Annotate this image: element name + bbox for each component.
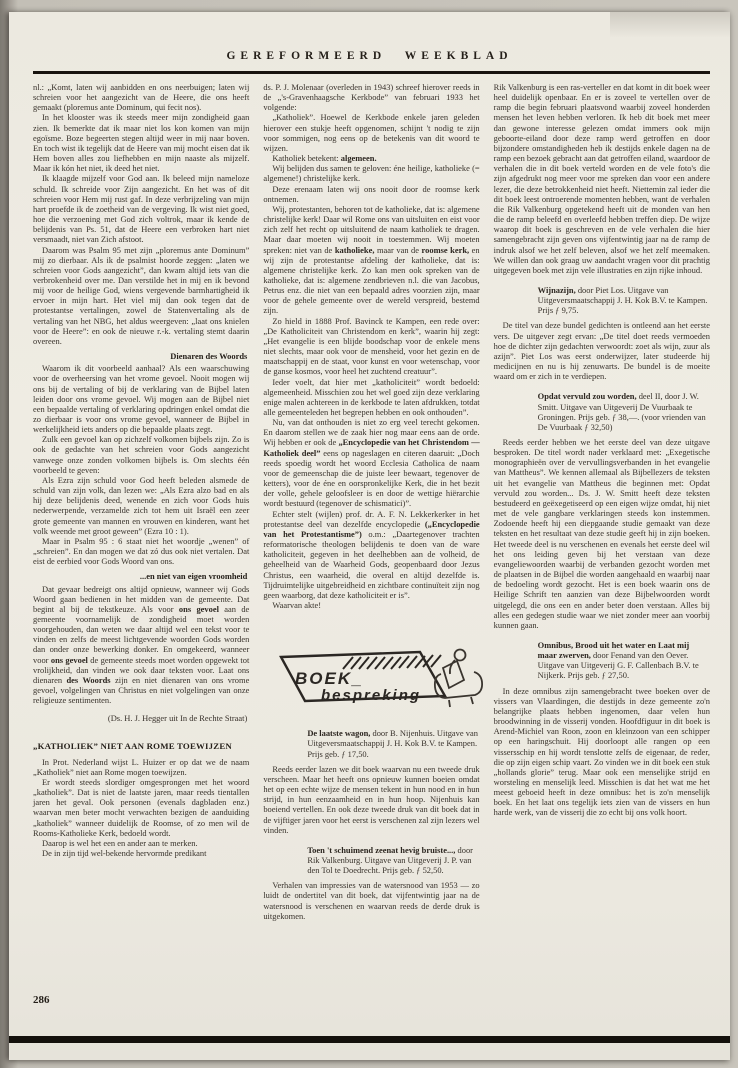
paragraph: In Prot. Nederland wijst L. Huizer er op dat we de naam „Katholiek” niet aan Rome mogen toewijzen. [33, 756, 250, 777]
column-2 [263, 82, 479, 921]
paragraph: Reeds eerder hebben we het eerste deel van deze uitgave besproken. De titel wordt nader verklaard met: „Exegetische monographieën over de vervullingsverbanden in het evangelie van Mattheus”. We kennen allemaal als Bijbellezers de teksten uit het evangelie van Mattheus die beginnen met: Opdat vervuld zou worden... Ds. J. W. Smitt heeft deze teksten bestudeerd en geëxegetiseerd op een eigen wijze omdat, hij niet met de vele gangbare verklaringen steeds kon instemmen. Zodoende heeft hij een diepgaande studie gemaakt van deze teksten en het resultaat van deze studie geeft hij in zijn boeken. Het tweede deel is nu verschenen en evenals het eerste deel wil het ons leiding geven bij het verstaan van deze evangeliewoorden waarbij de verbanden gezocht worden met de plaatsen in de Bijbel die worden aangehaald en waarbij naar de bedoeling wordt gezocht. Het is een boek waarin ons de Heilige Schrift ten aanzien van deze Bijbelwoorden wordt uitgelegd, die ons een en ander beter doen verstaan. Alles bij alles een gedegen studie waar we niet zonder meer aan voorbij kunnen gaan. [493, 437, 710, 630]
text-columns [9, 74, 730, 921]
paragraph: In deze omnibus zijn samengebracht twee boeken over de vissers van Vlaardingen, die destijds in deze gemeente zo'n belangrijke plaats hebben ingenomen, daar velen hun broodwinning in de visserij vonden. Hoofdfiguur in dit boek is Arend-Michiel van Roon, zoon en kleinzoon van een schipper op een haringschuit. Hij doorloopt alle rangen op een vissersschip en hij wordt tenslotte zelfs de eigenaar, de reder, die op zijn eigen schip vaart. Zo vinden we in dit boek een stuk „hollands glorie” terug. Maar ook een menselijke strijd en worsteling en menselijk leed. Misschien is dat het wat me het meest geboeid heeft in deze omnibus: het is zo'n menselijk boek. En het laat ons tegelijk iets zien van de vissers en hun harde werk, van de visserij die zo echt bij ons volk hoort. [493, 685, 710, 818]
paragraph: Ieder voelt, dat hier met „katholiciteit” wordt bedoeld: algemeenheid. Misschien zou het wel goed zijn deze verklaring enige malen achtereen in de kerkbode te laten afdrukken, totdat alle gemeenteleden het begrepen hebben en ook onthouden”. [263, 376, 480, 417]
magazine-page [9, 12, 730, 1060]
paragraph: Katholiek betekent: algemeen. [272, 153, 377, 164]
paragraph: Ik klaagde mijzelf voor God aan. Ik beleed mijn nameloze schuld. Ik schreide voor Zijn aangezicht. En het was of dit schreien voor Hem mij rust gaf. In deze verbrijzeling van mijn hart proefde ik de zoetheid van de vergeving. Ik wist niet goed, hoe die verzoening met God zich voltrok, maar ik kende de belijdenis van Ps. 51, dat de Heere een verbroken hart niet versmaadt, niet van Zich afstoot. [33, 173, 250, 245]
column-3 [494, 82, 710, 921]
paragraph: „Katholiek”. Hoewel de Kerkbode enkele jaren geleden hierover een stukje heeft opgenomen, schijnt 't nodig te zijn voor sommigen, nog eens op de betekenis van dit woord te wijzen. [263, 112, 480, 153]
paragraph: Wij belijden dus samen te geloven: éne heilige, katholieke (= algemene!) christelijke kerk. [263, 163, 480, 184]
paragraph: Dat gevaar bedreigt ons altijd opnieuw, wanneer wij Gods Woord gaan bedienen in het midden van de gemeente. Dat begint al bij de tekstkeuze. Als voor ons gevoel aan de gemeente voornamelijk de zondigheid moet worden voorgehouden, dan weten we daar altijd wel een tekst voor te vinden en zelfs de meest lichtgevende woorden Gods worden dan onder onze bewerking donker. En omgekeerd, wanneer voor ons gevoel de gemeente steeds moet worden opgewekt tot vrolijkheid, dan vinden we ook daar teksten voor. Laat ons dienaren des Woords zijn en niet dienaren van ons vrome gevoel, volgelingen van Christus en niet volgelingen van onze religieuze sentimenten. [33, 583, 250, 706]
paragraph: Er wordt steeds slordiger omgesprongen met het woord „katholiek”. Dat is niet de laatste jaren, maar reeds tientallen jaren het geval. Ook personen (evenals dagbladen enz.) waarvan men beter mocht verwachten bezigen de aanduiding „katholiek” wanneer duidelijk de Roomse, of zo men wil de Rooms-Katholieke Kerk, bedoeld wordt. [33, 777, 250, 838]
hatch-pattern [343, 655, 441, 669]
paragraph: Rik Valkenburg is een ras-verteller en dat komt in dit boek weer heel duidelijk openbaar. En er is zoveel te vertellen over de ramp die begin februari plaatsvond waarbij zoveel honderden mensen het leven hebben verloren. Ik heb dit boek met meer dan gewone interesse gelezen omdat immers ook mijn geboorte-eiland door deze ramp werd getroffen en door bijzondere omstandigheden heb ik destijds enkele dagen na de ramp een bezoek gebracht aan dat getroffen eiland, waardoor de verhalen die in dit boek verteld worden en de vele foto's die zijn afgedrukt nog meer voor me spreken dan voor een andere lezer, die deze betrokkenheid niet heeft. Niettemin zal ieder die dit boek leest ontroerende momenten hebben, want de verhalen die Rik Valkenburg opgetekend heeft uit de monden van hen die de ramp beleefd en overleefd hebben treffen diep. De wijze waarop dit boek is geschreven en de vele verhalen die hier samengebracht zijn geven ons vijfentwintig jaar na de ramp de indruk alsof we het zelf beleven, alsof we het zelf meemaken. We willen dan ook graag uw aandacht vragen voor dit prachtig uitgegeven boek met zijn vele illustraties en zijn rijke inhoud. [493, 82, 710, 275]
paragraph: Zulk een gevoel kan op zichzelf volkomen bijbels zijn. Zo is ook de gedachte van het schreien voor Gods aangezicht vanwege onze zonden volkomen bijbels is. Om slechts één voorbeeld te geven: [33, 434, 250, 475]
column-1 [33, 82, 249, 921]
paragraph: Daarom was Psalm 95 met zijn „ploremus ante Dominum” mij zo dierbaar. Als ik de psalmist hoorde zeggen: „laten we schreien voor Gods aangezicht”, dan kwam altijd iets van die verbrokenheid over me. Dan verstilde het in mij en ik bevond mij voor de heilige God, wiens vergevende barmhartigheid ik ervoer in mijn hart. Het viel mij dan ook tegen dat de protestantse vertalingen, zowel de Statenvertaling als de vertaling van het NBG, het aldus weergeven: „laat ons knielen voor de Heere”: en ook de nieuwe r.-k. vertaling stemt daarin overeen. [33, 244, 250, 346]
paragraph: Waarom ik dit voorbeeld aanhaal? Als een waarschuwing voor de overheersing van het vrome gevoel. Nooit mogen wij ons bij de vertaling of bij de verklaring van de Bijbel laten leiden door ons vrome gevoel. Wij mogen aan de Bijbel niet een bepaalde vertaling of verklaring opdringen enkel omdat die zo dierbaar is voor ons vrome gevoel, wanneer de Bijbel in werkelijkheid iets anders op die bepaalde plaats zegt. [33, 363, 250, 435]
reader-in-armchair-doodle [435, 650, 482, 708]
paragraph: Als Ezra zijn schuld voor God heeft beleden alsmede de schuld van zijn volk, dan lezen we: „Als Ezra alzo bad en als hij deze belijdenis deed, wenende en zich voor Gods huis nederwerpende, verzamelde zich tot hem uit Israël een zeer grote gemeente van mannen en vrouwen en kinderen, want het volk weende met groot geween” (Ezra 10 : 1). [33, 474, 250, 536]
paragraph: Wij, protestanten, behoren tot de katholieke, dat is: algemene christelijke kerk! Daar wil Rome ons van uitsluiten en eist voor zich zelf het recht op uitsluitend de naam katholiek te dragen. Maar daar moeten wij nooit in toestemmen. Wij moeten spreken: niet van de katholieke, maar van de roomse kerk, en wij zijn de protestantse afdeling der katholieke, dat is: algemene christelijke kerk. Zo kan men ook spreken van de katholieke, dat is: algemene zendbrieven n.l. die van Jacobus, Petrus enz. die niet van een bepaald adres voorzien zijn, maar voor de gehele gemeente over de wereld verspreid, bestemd zijn. [263, 203, 480, 316]
paragraph: In het klooster was ik steeds meer mijn zondigheid gaan zien. Ik bemerkte dat ik maar niet los kon komen van mijn egoïsme. Boze begeerten stegen altijd weer in mij naar boven. En toch wist ik tegelijk dat de Heere van mij mocht eisen dat ik Hem boven alles zou liefhebben en mijn naaste als mijzelf. Maar ik kón het niet, ik deed het niet. [33, 112, 250, 174]
paragraph: Echter stelt (wijlen) prof. dr. A. F. N. Lekkerkerker in het protestantse deel van dezelfde encyclopedie („Encyclopedie van het Protestantisme”) o.m.: „Daartegenover trachten reformatorische theologen belijdenis te doen van de ware katholiciteit, gegeven in het deelhebben aan de volheid, de geheelheid van de Waarheid Gods, geopenbaard door Jezus Christus, een waarheid, die overal en altijd dezelfde is. Tijdruimtelijke uitgebreidheid en zichtbare continuïteit zijn nog geen waarborg, dat deze katholiciteit er is”. [263, 508, 480, 600]
paragraph: Deze erenaam laten wij ons nooit door de roomse kerk ontnemen. [263, 183, 480, 204]
book-reference: Wijnazijn, door Piet Los. Uitgave van Uitgeversmaatschappij J. H. Kok B.V. te Kampen. Prijs ƒ 9,75. [537, 284, 708, 316]
article-heading: „KATHOLIEK” NIET AAN ROME TOEWIJZEN [33, 740, 232, 751]
paragraph: Verhalen van impressies van de watersnood van 1953 — zo luidt de ondertitel van dit boek, dat vijfentwintig jaar na de watersnood is verschenen en waarvan reeds de derde druk is uitgekomen. [263, 880, 480, 921]
attribution: (Ds. H. J. Hegger uit In de Rechte Straat) [107, 713, 248, 724]
paragraph: Zo hield in 1888 Prof. Bavinck te Kampen, een rede over: „De Katholiciteit van Christendom en kerk”, waarin hij zegt: „Het evangelie is een blijde boodschap voor de enkele mens niet slechts, maar ook voor de mensheid, voor het gezin en de maatschappij en de staat, voor kunst en voor wetenschap, voor de ganse kosmos, voor heel het zuchtend creatuur”. [263, 315, 480, 377]
paragraph: De in zijn tijd wel-bekende hervormde predikant [42, 848, 207, 859]
paragraph: Nu, van dat onthouden is niet zo erg veel terecht gekomen. En daarom stellen we de zaak hier nog maar eens aan de orde. Wij hebben er ook de „Encyclopedie van het Christendom — Katholiek deel” eens op nageslagen en citeren daaruit: „Doch reeds spoedig wordt het woord Ecclesia Catholica de naam voor de gemeenschap die de juiste leer bewaart, tegenover de ketters), voor de éne en oorspronkelijke Kerk, die in het bezit der volle, gehele geloofsleer is en door de wettige hiërarchie wordt bestuurd (tegenover de schismatici)”. [263, 417, 480, 509]
paragraph: Reeds eerder lazen we dit boek waarvan nu een tweede druk verscheen. Maar het heeft ons opnieuw kunnen boeien omdat het op een echte wijze de mensen tekent in hun nood en in hun strijd, in hun eenzaamheid en in hun hoop. Nijenhuis kan boeiend vertellen. En ook deze tweede druk van dit boek dat in de vijftiger jaren voor het eerst is verschenen zal zijn lezers wel vinden. [263, 763, 480, 835]
book-review-logo [263, 644, 479, 716]
book-reference: Toen 't schuimend zeenat hevig bruiste..., door Rik Valkenburg. Uitgave van Uitgeverij J. P. van den Tol te Doedrecht. Prijs geb. ƒ 52,50. [307, 844, 473, 876]
paragraph: Maar in Psalm 95 : 6 staat niet het woordje „wenen” of „schreien”. En dan mogen we dat zó dus ook niet vertalen. Dat eist de eerbied voor Gods Woord van ons. [33, 535, 250, 567]
paragraph: Waarvan akte! [272, 599, 322, 610]
logo-text-line2: bespreking [321, 687, 422, 705]
scan-shadow [610, 12, 730, 38]
book-reference: Omnibus, Brood uit het water en Laat mij maar zwerven, door Fenand van den Oever. Uitgave van Uitgeverij G. F. Callenbach B.V. te Nijkerk. Prijs geb. ƒ 27,50. [537, 639, 699, 681]
book-reference: De laatste wagon, door B. Nijenhuis. Uitgave van Uitgeversmaatschappij J. H. Kok B.V. te Kampen. Prijs geb. ƒ 17,50. [307, 728, 478, 759]
paragraph: nl.: „Komt, laten wij aanbidden en ons neerbuigen; laten wij schreien voor het aangezicht van de Heere, die ons heeft gemaakt (ploremus ante Dominum, qui fecit nos). [33, 82, 250, 113]
subheading: Dienaren des Woords [170, 351, 248, 362]
paragraph: De titel van deze bundel gedichten is ontleend aan het eerste vers. De uitgever zegt ervan: „De titel doet reeds vermoeden hoe de dichter zijn gedachten verwoordt: zoet als wijn, zuur als azijn”. Piet Los was eerst onderwijzer, later studeerde hij medicijnen en nu is hij zenuwarts. De bundel is de moeite waard om er zich in te verdiepen. [493, 320, 710, 382]
paragraph: Daarop is wel het een en ander aan te merken. [42, 837, 198, 848]
paragraph: ds. P. J. Molenaar (overleden in 1943) schreef hierover reeds in de „'s-Gravenhaagsche Kerkbode” van februari 1933 het volgende: [263, 82, 480, 113]
logo-text-line1: BOEK_ [295, 669, 364, 689]
page-number: 286 [33, 994, 50, 1006]
masthead-title: GEREFORMEERD WEEKBLAD [226, 50, 513, 62]
bottom-rule [9, 1036, 730, 1043]
book-review-logo-art [263, 644, 487, 714]
book-reference: Opdat vervuld zou worden, deel II, door J. W. Smitt. Uitgave van Uitgeverij De Vuurbaak te Groningen. Prijs geb. ƒ 38,—. (voor vrienden van De Vuurbaak ƒ 32,50) [537, 391, 706, 432]
subheading: ...en niet van eigen vroomheid [139, 571, 248, 582]
